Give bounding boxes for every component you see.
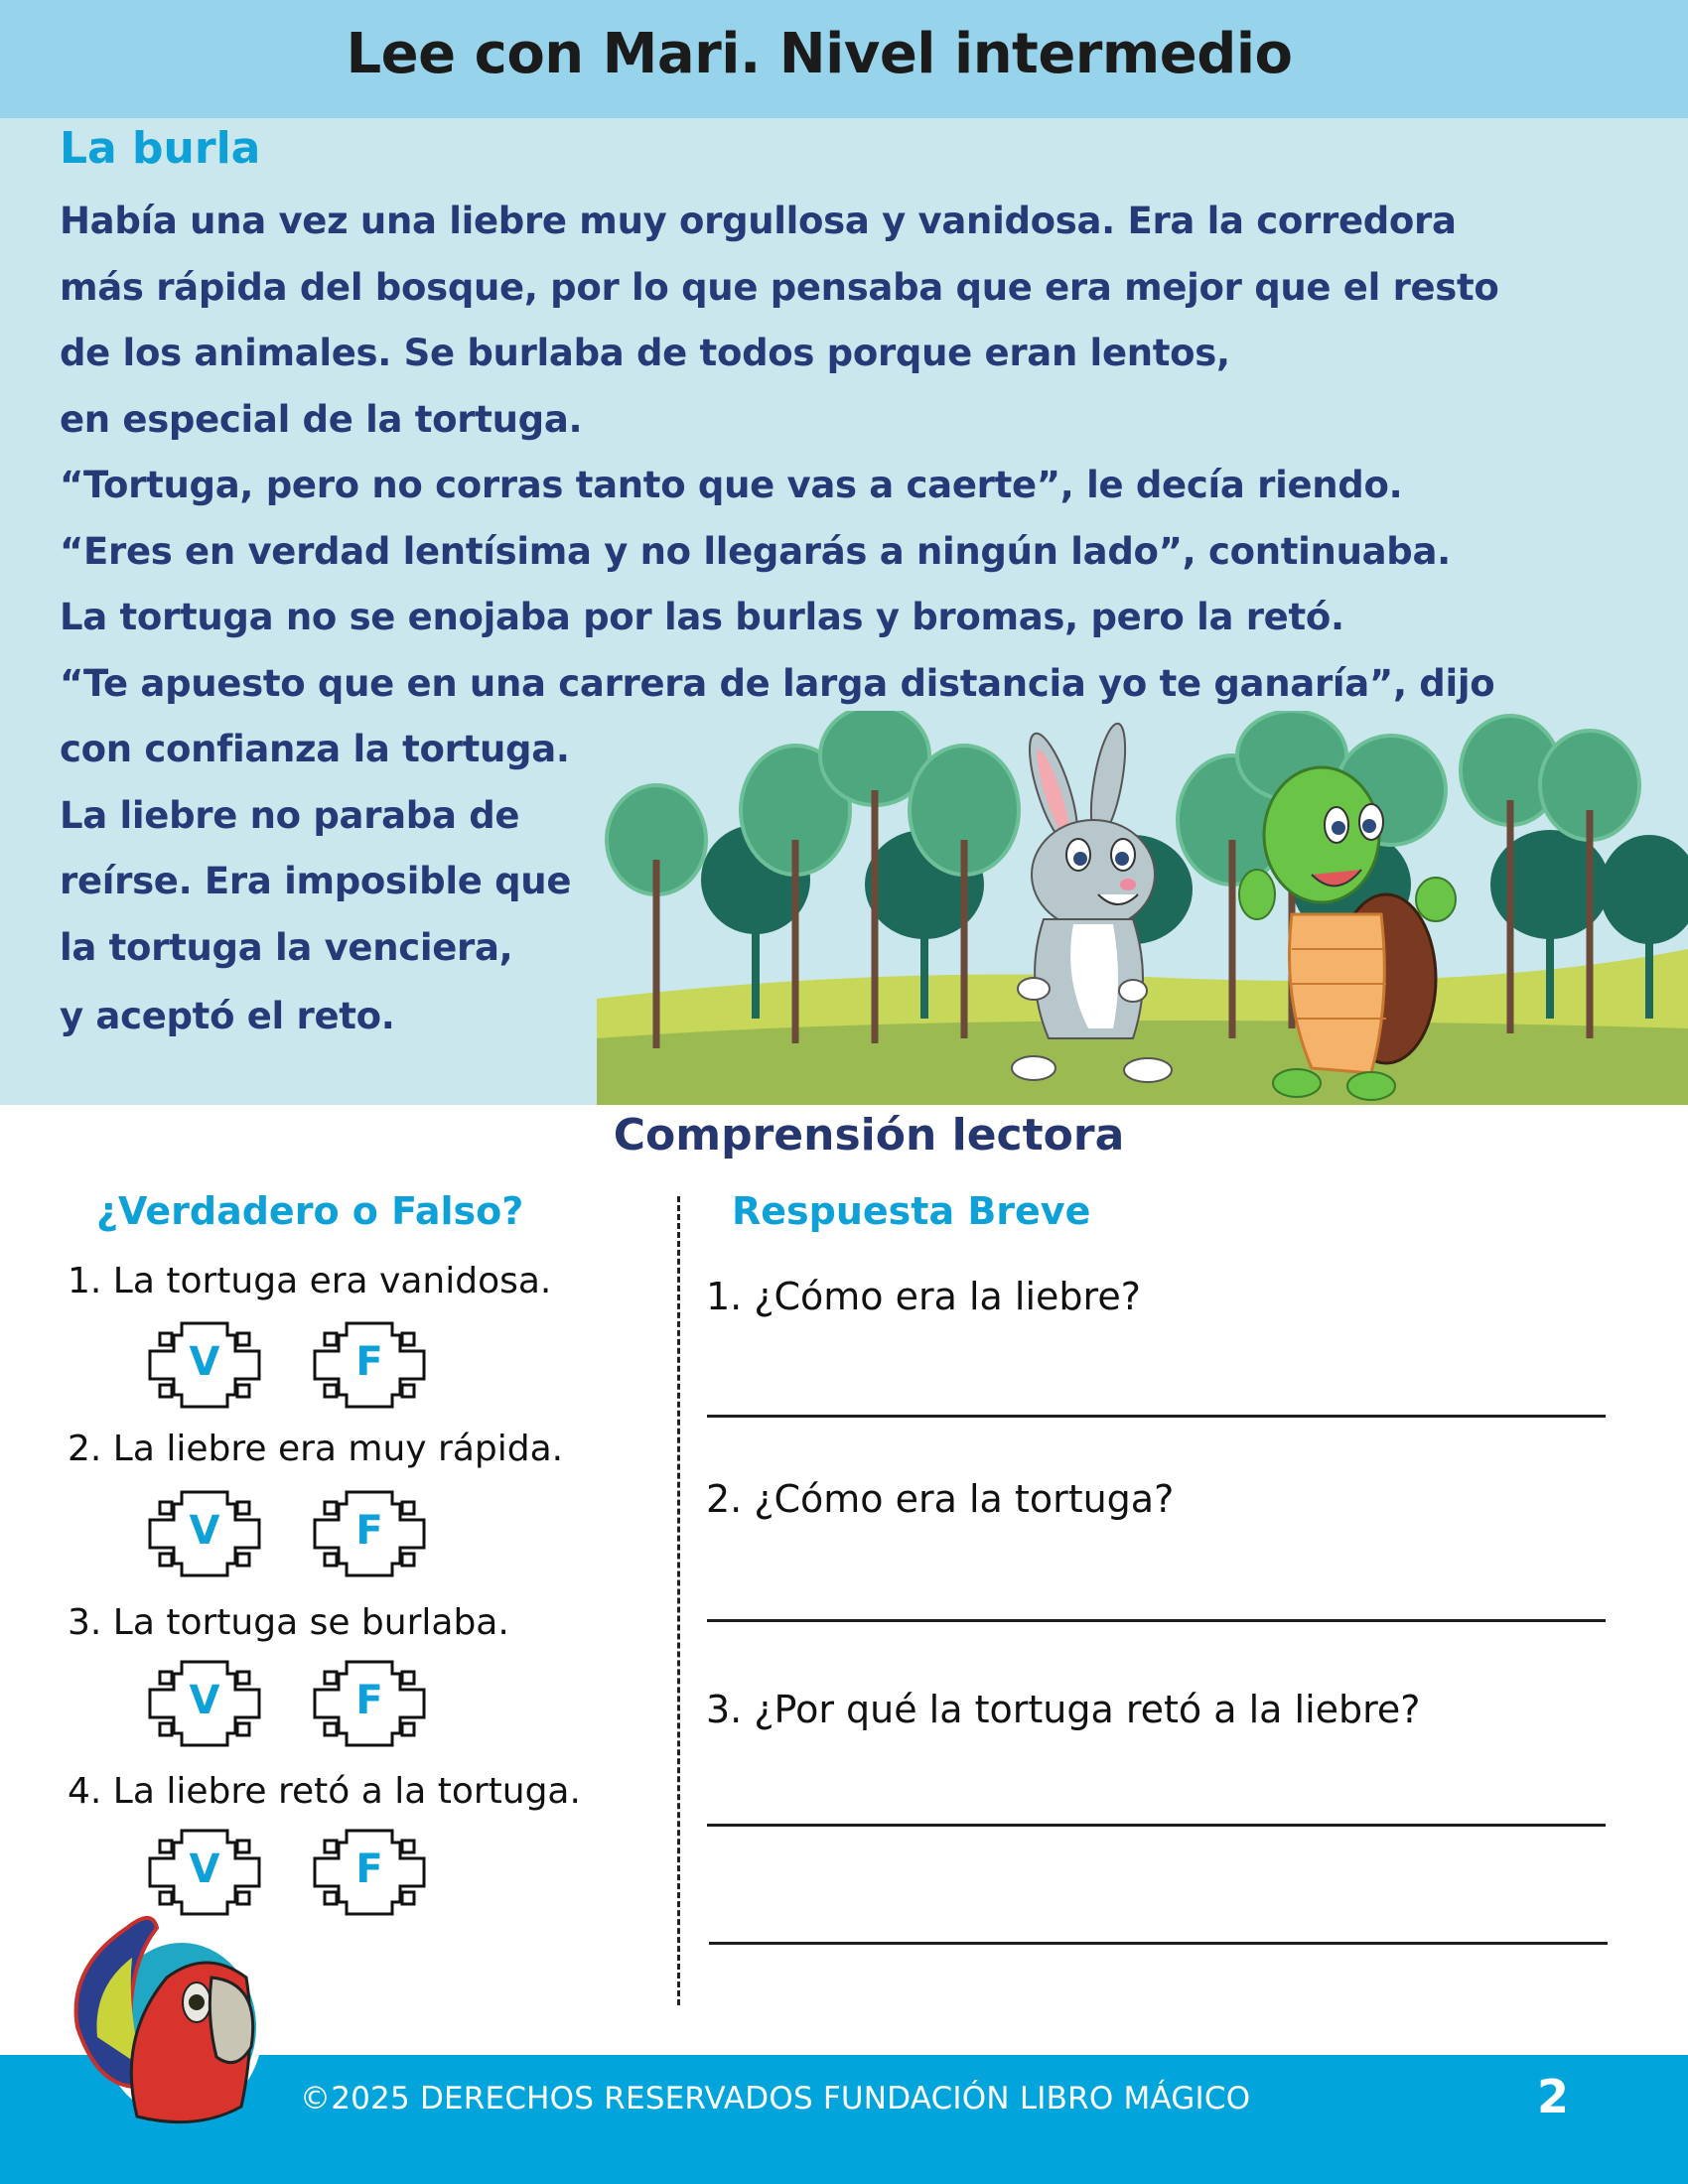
- tf-question-1: 1. La tortuga era vanidosa.: [68, 1261, 552, 1301]
- false-option-box-3[interactable]: [311, 1660, 428, 1747]
- page-number: 2: [1537, 2070, 1570, 2123]
- column-divider: [677, 1196, 680, 2005]
- story-line: “Eres en verdad lentísima y no llegarás a ningún lado”, continuaba.: [60, 529, 1451, 573]
- short-answer-title: Respuesta Breve: [732, 1189, 1091, 1233]
- false-label: F: [355, 1508, 383, 1554]
- page-title: Lee con Mari. Nivel intermedio: [346, 22, 1293, 86]
- story-line: “Tortuga, pero no corras tanto que vas a caerte”, le decía riendo.: [60, 464, 1403, 506]
- false-option-box-4[interactable]: [311, 1829, 428, 1916]
- false-label: F: [355, 1339, 383, 1385]
- tf-question-4: 4. La liebre retó a la tortuga.: [68, 1771, 581, 1812]
- story-line: La tortuga no se enojaba por las burlas y bromas, pero la retó.: [60, 596, 1344, 638]
- true-label: V: [189, 1339, 220, 1385]
- true-false-title: ¿Verdadero o Falso?: [96, 1189, 524, 1233]
- story-line: en especial de la tortuga.: [60, 397, 583, 441]
- false-option-box-1[interactable]: [311, 1321, 428, 1409]
- story-line: con confianza la tortuga.: [60, 728, 570, 770]
- answer-line-4[interactable]: [709, 1942, 1608, 1945]
- parrot-mascot-icon: [58, 1888, 271, 2126]
- true-label: V: [189, 1846, 220, 1892]
- copyright-text: ©2025 DERECHOS RESERVADOS FUNDACIÓN LIBRO MÁGICO: [300, 2081, 1251, 2116]
- short-question-2: 2. ¿Cómo era la tortuga?: [706, 1477, 1175, 1521]
- short-question-1: 1. ¿Cómo era la liebre?: [706, 1275, 1141, 1318]
- story-line: y aceptó el reto.: [60, 995, 395, 1037]
- answer-line-3[interactable]: [707, 1824, 1606, 1827]
- story-line: de los animales. Se burlaba de todos porque eran lentos,: [60, 332, 1230, 374]
- story-line: “Te apuesto que en una carrera de larga distancia yo te ganaría”, dijo: [60, 661, 1495, 705]
- tf-question-3: 3. La tortuga se burlaba.: [68, 1602, 509, 1643]
- true-option-box-2[interactable]: [146, 1490, 263, 1577]
- short-question-3: 3. ¿Por qué la tortuga retó a la liebre?: [706, 1688, 1421, 1731]
- story-line: reírse. Era imposible que: [60, 860, 572, 902]
- story-title: La burla: [60, 123, 261, 174]
- comprehension-title: Comprensión lectora: [613, 1110, 1125, 1160]
- false-label: F: [355, 1678, 383, 1723]
- story-line: más rápida del bosque, por lo que pensaba que era mejor que el resto: [60, 265, 1499, 309]
- true-label: V: [189, 1678, 220, 1723]
- false-option-box-2[interactable]: [311, 1490, 428, 1577]
- story-line: Había una vez una liebre muy orgullosa y vanidosa. Era la corredora: [60, 200, 1457, 242]
- true-label: V: [189, 1508, 220, 1554]
- false-label: F: [355, 1846, 383, 1892]
- answer-line-2[interactable]: [707, 1619, 1606, 1622]
- true-option-box-3[interactable]: [146, 1660, 263, 1747]
- answer-line-1[interactable]: [707, 1415, 1606, 1418]
- story-line: La liebre no paraba de: [60, 793, 520, 837]
- story-body: [60, 189, 1609, 1052]
- story-line: la tortuga la venciera,: [60, 925, 513, 969]
- tf-question-2: 2. La liebre era muy rápida.: [68, 1429, 564, 1469]
- true-option-box-1[interactable]: [146, 1321, 263, 1409]
